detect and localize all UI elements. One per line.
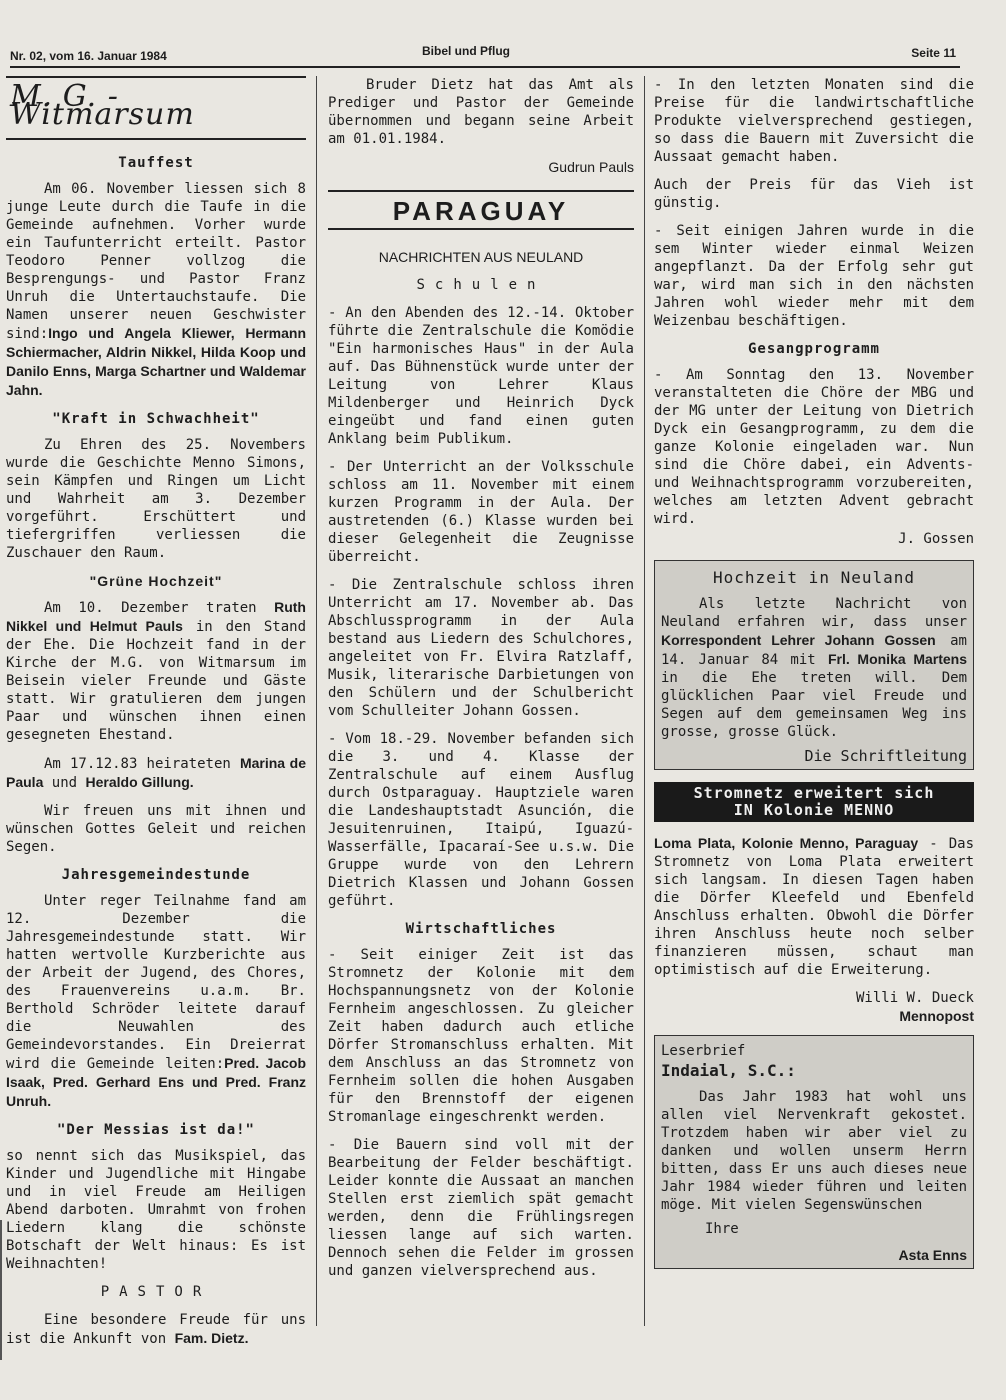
article-schulen-3: - Die Zentralschule schloss ihren Unterricht am 17. November ab. Das Abschlussprogramm in der Aula bestand aus Liedern des Schulchores, angeleitet von Fr. Elvira Ratzlaff, Musik, literarische Darbietungen von den Schülern und der Schulbericht vom Schulleiter Johann Gossen. xyxy=(328,577,634,719)
signature-schriftleitung: Die Schriftleitung xyxy=(804,747,967,765)
heading-schulen: Schulen xyxy=(416,277,546,293)
heading-kraft: "Kraft in Schwachheit" xyxy=(52,411,260,427)
box-text-leserbrief: Das Jahr 1983 hat wohl uns allen viel Nervenkraft gekostet. Trotzdem haben wir aber viel zu danken und wollen unserm Herrn bitten, dass Er uns auch dieses neue Jahr 1984 wieder führen und leiten möge. Mit vielen Segenswünschen xyxy=(661,1089,967,1213)
page-number: Seite 11 xyxy=(911,46,956,60)
publication-title: Bibel und Pflug xyxy=(422,44,510,58)
article-hochzeit: Am 10. Dezember traten Ruth Nikkel und Helmut Pauls in den Stand der Ehe. Die Hochzeit fand in der Kirche der M.G. von Witmarsum im Beisein vieler Freunde und Gäste statt. Wir gratulieren dem jungen Paar und wünschen ihnen einen gesegneten Ehestand. xyxy=(6,599,307,743)
article-dietz: Bruder Dietz hat das Amt als Prediger und Pastor der Gemeinde übernommen und begann seine Arbeit am 01.01.1984. xyxy=(328,77,634,147)
article-kraft: Zu Ehren des 25. Novembers wurde die Geschichte Menno Simons, sein Kämpfen und Ringen um Licht und Wahrheit am 3. Dezember vorgeführt. Erschüttert und tiefergriffen verliessen die Zuschauer den Raum. xyxy=(6,437,306,561)
article-tauffest: Am 06. November liessen sich 8 junge Leute durch die Taufe in die Gemeinde aufnehmen. Vorher wurde ein Taufunterricht erteilt. Pastor Teodoro Penner vollzog die Besprengungs- und Pastor Franz Unruh die Untertauchstaufe. Die Namen unserer neuen Geschwister sind:Ingo und Angela Kliewer, Hermann Schiermacher, Aldrin Nikkel, Hilda Koop und Danilo Enns, Marga Schartner und Waldemar Jahn. xyxy=(6,181,306,398)
section-title-witmarsum: M. G. - Witmarsum xyxy=(6,76,306,140)
issue-info: Nr. 02, vom 16. Januar 1984 xyxy=(10,49,167,63)
article-messias: so nennt sich das Musikspiel, das Kinder und Jugendliche mit Hingabe und in viel Freude am Heiligen Abend darboten. Umrahmt von frohen Liedern klang die schönste Botschaft der Welt hinaus: Es ist Weihnachten! xyxy=(6,1148,306,1272)
box-hochzeit-neuland xyxy=(654,560,974,770)
article-schulen-2: - Der Unterricht an der Volksschule schloss am 11. November mit einem kurzen Programm in der Aula. Der austretenden (6.) Klasse wurden bei dieser Gelegenheit die Zeugnisse überreicht. xyxy=(328,459,634,565)
column-divider xyxy=(644,76,645,1326)
article-schulen-4: - Vom 18.-29. November befanden sich die 3. und 4. Klasse der Zentralschule auf einem Ausflug durch Ostparaguay. Hauptziele waren die Landeshauptstadt Asunción, die Jesuitenruinen, Itaipú, Iguazú-Wasserfälle, Ipacaraí-See u.s.w. Die Gruppe wurde von den Lehrern Dietrich Klassen und Johann Gossen geführt. xyxy=(328,731,634,909)
box-title-hochzeit: Hochzeit in Neuland xyxy=(712,568,916,587)
heading-messias: "Der Messias ist da!" xyxy=(56,1122,255,1138)
signature-asta: Asta Enns xyxy=(898,1247,967,1263)
author-dueck: Willi W. Dueck xyxy=(855,990,974,1006)
banner-stromnetz xyxy=(654,782,974,822)
heading-tauffest: Tauffest xyxy=(118,155,194,171)
author-gossen: J. Gossen xyxy=(898,531,974,547)
article-gesang: - Am Sonntag den 13. November veranstalteten die Chöre der MBG und der MG unter der Leitung von Dietrich Dyck ein Gesangprogramm, zu dem die ganze Kolonie eingeladen war. Nun sind die Chöre dabei, ein Advents- und Weihnachtsprogramm vorzubereiten, welches am letzten Advent gebracht wird. xyxy=(654,367,974,527)
subtitle-neuland: NACHRICHTEN AUS NEULAND xyxy=(378,249,584,265)
article-vieh: Auch der Preis für das Vieh ist günstig. xyxy=(654,177,974,211)
article-stromnetz: Loma Plata, Kolonie Menno, Paraguay - Das Stromnetz von Loma Plata erweitert sich langsam. In diesen Tagen haben die Dörfer Kleefeld und Ebenfeld Anschluss erhalten. Obwohl die Dörfer ihren Anschluss heute noch selber finanzieren müssen, schaut man optimistisch auf die Erweiterung. xyxy=(654,835,974,978)
column-paraguay xyxy=(328,76,634,1290)
article-hochzeit-2: Am 17.12.83 heirateten Marina de Paula und Heraldo Gillung. xyxy=(6,755,306,791)
page-header xyxy=(10,44,960,68)
column-divider xyxy=(316,76,317,1326)
source-mennopost: Mennopost xyxy=(899,1008,974,1024)
heading-jahres: Jahresgemeindestunde xyxy=(61,867,251,883)
box-leserbrief xyxy=(654,1035,974,1269)
article-jahres: Unter reger Teilnahme fand am 12. Dezember die Jahresgemeindestunde statt. Wir hatten wertvolle Kurzberichte aus der Arbeit der Jugend, des Chores, des Frauenvereins u.a.m. Br. Berthold Schröder leitete darauf die Neuwahlen des Gemeindevorstandes. Ein Dreierrat wird die Gemeinde leiten:Pred. Jacob Isaak, Pred. Gerhard Ens und Pred. Franz Unruh. xyxy=(6,893,306,1109)
column-right xyxy=(654,76,974,1281)
box-label-leserbrief: Leserbrief xyxy=(661,1043,746,1059)
author-gudrun: Gudrun Pauls xyxy=(548,159,634,175)
article-hochzeit-3: Wir freuen uns mit ihnen und wünschen Gottes Geleit und reichen Segen. xyxy=(6,803,306,855)
column-witmarsum xyxy=(6,76,306,1358)
section-title-paraguay: PARAGUAY xyxy=(328,190,634,230)
banner-line-2: IN Kolonie MENNO xyxy=(733,801,895,819)
article-weizen: - Seit einigen Jahren wurde in die sem Winter wieder einmal Weizen angepflanzt. Da der Erfolg sehr gut war, wird man sich in den nächsten Jahren wohl wieder mehr mit dem Weizenbau beschäftigen. xyxy=(654,223,974,329)
heading-pastor: PASTOR xyxy=(100,1284,212,1300)
article-wirtschaft-1: - Seit einiger Zeit ist das Stromnetz der Kolonie mit dem Hochspannungsnetz von der Kolonie Fernheim angeschlossen. Zu gleicher Zeit haben dadurch auch etliche Dörfer Stromanschluss erhalten. Mit dem Anschluss an das Stromnetz von Fernheim sollen die hohen Ausgaben für den Brennstoff der eigenen Stromanlage eingeschrenkt werden. xyxy=(328,947,634,1125)
article-pastor: Eine besondere Freude für uns ist die Ankunft von Fam. Dietz. xyxy=(6,1312,306,1347)
article-wirtschaft-2: - Die Bauern sind voll mit der Bearbeitung der Felder beschäftigt. Leider konnte die Aussaat an manchen Stellen erst ziemlich spät gemacht werden, denn die Frühlingsregen liessen lange auf sich warten. Dennoch sehen die Felder im grossen und ganzen vielversprechend aus. xyxy=(328,1137,634,1279)
box-text-hochzeit: Als letzte Nachricht von Neuland erfahren wir, dass unser Korrespondent Lehrer Johann Gossen am 14. Januar 84 mit Frl. Monika Martens in die Ehe treten will. Dem glücklichen Paar viel Freude und Segen auf dem gemeinsamen Weg ins grosse, grosse Glück. xyxy=(661,596,968,740)
heading-hochzeit: "Grüne Hochzeit" xyxy=(89,573,223,589)
heading-wirtschaft: Wirtschaftliches xyxy=(405,921,557,937)
article-preise: - In den letzten Monaten sind die Preise für die landwirtschaftliche Produkte vielversprechend gestiegen, so dass die Bauern mit Zuversicht die Aussaat gemacht haben. xyxy=(654,77,974,165)
banner-line-1: Stromnetz erweitert sich xyxy=(693,784,935,802)
article-schulen-1: - An den Abenden des 12.-14. Oktober führte die Zentralschule die Komödie "Ein harmonisches Haus" in der Aula auf. Das Bühnenstück wurde unter der Leitung von Lehrer Klaus Mildenberger und Heinrich Dyck eingeübt und fand einen guten Anklang beim Publikum. xyxy=(328,305,634,447)
box-place: Indaial, S.C.: xyxy=(661,1061,796,1080)
box-closing: Ihre xyxy=(705,1221,739,1237)
heading-gesang: Gesangprogramm xyxy=(747,341,880,357)
